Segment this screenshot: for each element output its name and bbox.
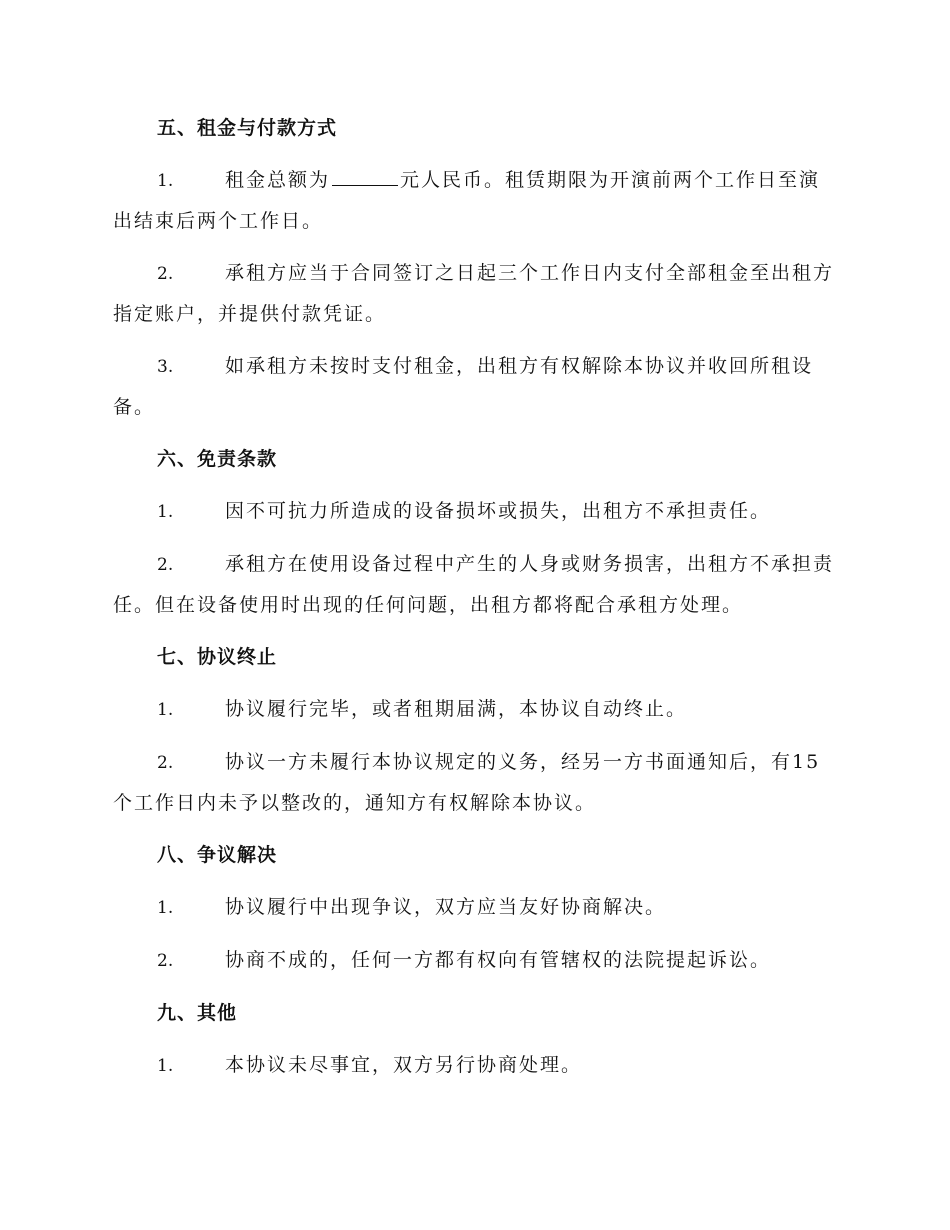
clause-number: 1. <box>157 502 174 522</box>
section-title-disclaimer: 六、免责条款 <box>157 448 278 470</box>
fill-in-blank[interactable] <box>332 167 398 186</box>
clause-payment-deadline <box>113 253 837 334</box>
clause-number: 1. <box>157 898 174 918</box>
clause-negotiation <box>113 887 837 928</box>
section-title-other: 九、其他 <box>157 1002 238 1024</box>
clause-auto-termination <box>113 689 837 730</box>
clause-text: 协商不成的，任何一方都有权向有管辖权的法院提起诉讼。 <box>225 949 772 971</box>
clause-text: 协议一方未履行本协议规定的义务，经另一方书面通知后，有15个工作日内未予以整改的，通知方有权解除本协议。 <box>113 751 821 814</box>
clause-number: 1. <box>157 171 174 191</box>
clause-text: 如承租方未按时支付租金，出租方有权解除本协议并收回所租设备。 <box>113 355 814 418</box>
clause-late-payment <box>113 346 837 427</box>
clause-number: 3. <box>157 357 174 377</box>
section-title-termination: 七、协议终止 <box>157 646 278 668</box>
clause-text: 本协议未尽事宜，双方另行协商处理。 <box>225 1054 583 1076</box>
clause-text: 承租方应当于合同签订之日起三个工作日内支付全部租金至出租方指定账户，并提供付款凭证。 <box>113 262 835 325</box>
document-body <box>113 108 837 1098</box>
clause-rent-total <box>113 160 837 241</box>
clause-number: 1. <box>157 1056 174 1076</box>
clause-breach-termination <box>113 742 837 823</box>
section-title-dispute-resolution: 八、争议解决 <box>157 844 278 866</box>
clause-force-majeure <box>113 491 837 532</box>
clause-text: 协议履行中出现争议，双方应当友好协商解决。 <box>225 896 667 918</box>
clause-number: 2. <box>157 753 174 773</box>
clause-number: 2. <box>157 555 174 575</box>
clause-number: 2. <box>157 264 174 284</box>
clause-number: 1. <box>157 700 174 720</box>
clause-text: 协议履行完毕，或者租期届满，本协议自动终止。 <box>225 698 688 720</box>
clause-litigation <box>113 940 837 981</box>
clause-text-after-blank: 元人民币。租赁期限为开演前两个工作日至演出结束后两个工作日。 <box>113 169 821 232</box>
clause-other-matters <box>113 1045 837 1086</box>
clause-damage-liability <box>113 544 837 625</box>
clause-number: 2. <box>157 951 174 971</box>
section-title-rent-payment: 五、租金与付款方式 <box>157 117 338 139</box>
clause-text: 承租方在使用设备过程中产生的人身或财务损害，出租方不承担责任。但在设备使用时出现的任何问题，出租方都将配合承租方处理。 <box>113 553 835 616</box>
clause-text-before-blank: 租金总额为 <box>225 169 331 191</box>
clause-text: 因不可抗力所造成的设备损坏或损失，出租方不承担责任。 <box>225 500 772 522</box>
